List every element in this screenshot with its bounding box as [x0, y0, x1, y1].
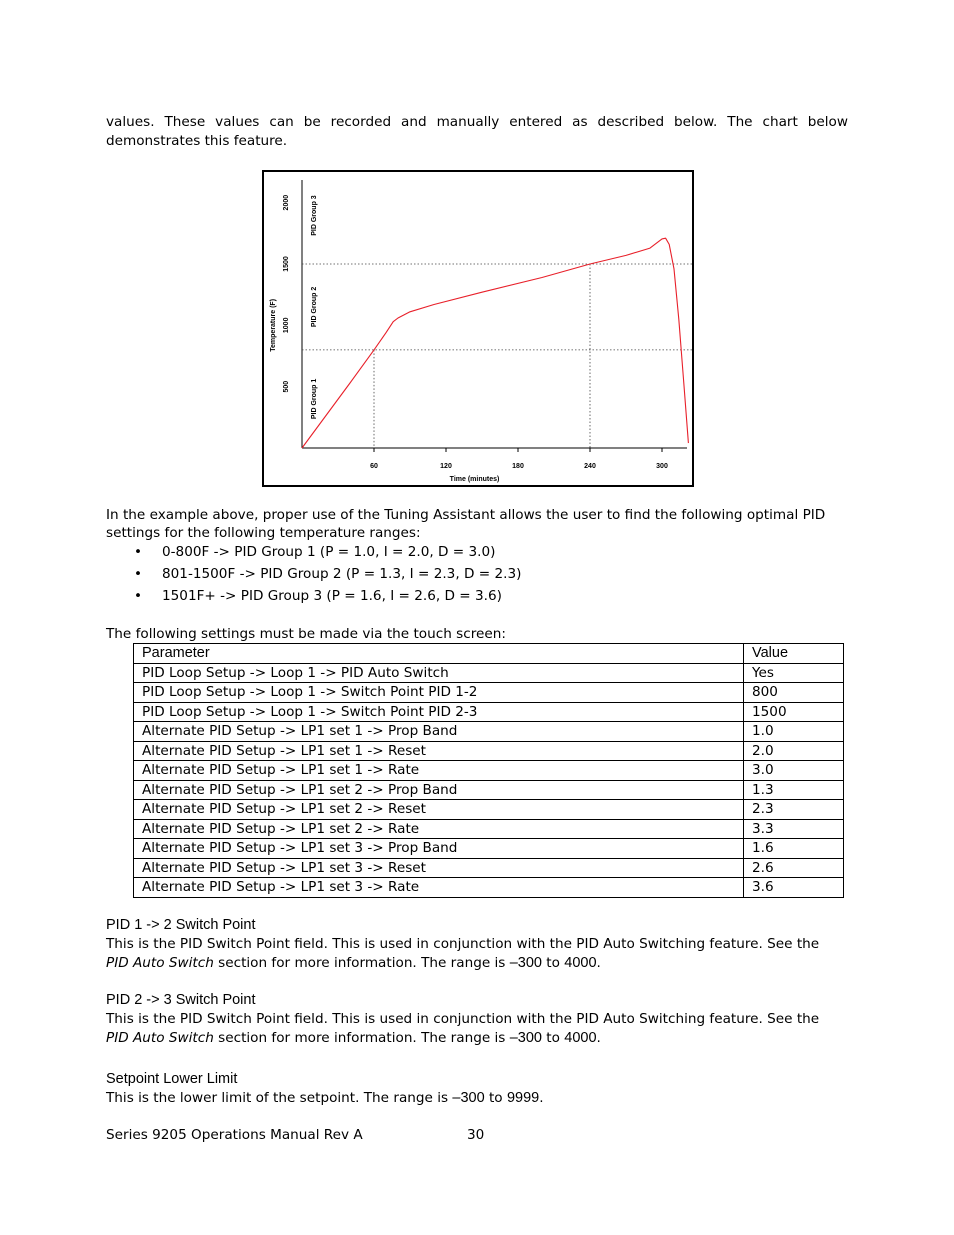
pid-auto-switch-ref: PID Auto Switch	[106, 955, 214, 971]
parameter-cell: Alternate PID Setup -> LP1 set 2 -> Prop Band	[134, 780, 744, 800]
x-tick-label: 300	[656, 463, 668, 470]
x-tick-label: 120	[440, 463, 452, 470]
parameter-cell: Alternate PID Setup -> LP1 set 3 -> Rate	[134, 878, 744, 898]
table-row	[134, 702, 844, 722]
table-row	[134, 663, 844, 683]
parameter-cell: Alternate PID Setup -> LP1 set 3 -> Reset	[134, 858, 744, 878]
table-row	[134, 683, 844, 703]
settings-intro: The following settings must be made via the touch screen:	[106, 626, 506, 642]
table-row	[134, 761, 844, 781]
footer-manual-title: Series 9205 Operations Manual Rev A	[106, 1127, 363, 1143]
pid-group-list	[106, 543, 521, 609]
range-max: 4000	[564, 1030, 597, 1046]
intro-line-1: values. These values can be recorded and manually entered as described below. The chart below	[106, 114, 848, 130]
y-tick-label: 1500	[283, 256, 290, 272]
value-cell: 2.6	[744, 858, 844, 878]
band-label-pid-group-1: PID Group 1	[311, 378, 318, 420]
range-max: 4000	[564, 955, 597, 971]
value-cell: 2.0	[744, 741, 844, 761]
section-heading-pid-2-3: PID 2 -> 3 Switch Point	[106, 992, 256, 1008]
chart-canvas	[264, 172, 692, 485]
range-max: 9999	[506, 1090, 540, 1106]
settings-table	[133, 643, 844, 898]
y-axis-label: Temperature (F)	[270, 298, 277, 352]
value-cell: 3.0	[744, 761, 844, 781]
section-text-pid-1-2-line-1: This is the PID Switch Point field. This is used in conjunction with the PID Auto Switching feature. See the	[106, 936, 820, 952]
footer-page-number: 30	[467, 1127, 485, 1143]
table-row	[134, 878, 844, 898]
range-min: –300	[509, 955, 542, 971]
bullet-item: • 1501F+ -> PID Group 3 (P = 1.6, I = 2.6, D = 3.6)	[106, 587, 521, 609]
example-line-1: In the example above, proper use of the Tuning Assistant allows the user to find the following optimal PID	[106, 507, 826, 523]
text-fragment: to	[484, 1090, 507, 1106]
parameter-cell: Alternate PID Setup -> LP1 set 1 -> Prop Band	[134, 722, 744, 742]
parameter-cell: PID Loop Setup -> Loop 1 -> PID Auto Switch	[134, 663, 744, 683]
section-heading-setpoint-lower-limit: Setpoint Lower Limit	[106, 1071, 238, 1087]
table-row	[134, 800, 844, 820]
bullet-item: • 0-800F -> PID Group 1 (P = 1.0, I = 2.0, D = 3.0)	[106, 543, 521, 565]
value-cell: 1.6	[744, 839, 844, 859]
section-text-pid-2-3-line-2	[106, 1029, 848, 1048]
table-row	[134, 819, 844, 839]
range-min: –300	[452, 1090, 485, 1106]
pid-auto-switch-ref: PID Auto Switch	[106, 1030, 214, 1046]
section-heading-pid-1-2: PID 1 -> 2 Switch Point	[106, 917, 256, 933]
table-row	[134, 722, 844, 742]
y-tick-label: 1000	[283, 317, 290, 334]
section-text-pid-2-3-line-1: This is the PID Switch Point field. This is used in conjunction with the PID Auto Switching feature. See the	[106, 1011, 820, 1027]
parameter-cell: PID Loop Setup -> Loop 1 -> Switch Point PID 1-2	[134, 683, 744, 703]
table-row	[134, 839, 844, 859]
parameter-cell: Alternate PID Setup -> LP1 set 1 -> Reset	[134, 741, 744, 761]
parameter-cell: Alternate PID Setup -> LP1 set 2 -> Reset	[134, 800, 744, 820]
x-tick-label: 180	[512, 463, 524, 470]
value-cell: 1.0	[744, 722, 844, 742]
section-text-setpoint-lower-limit	[106, 1089, 848, 1108]
header-value: Value	[744, 644, 844, 664]
band-label-pid-group-2: PID Group 2	[311, 286, 318, 328]
x-tick-label: 60	[370, 463, 378, 470]
table-row	[134, 741, 844, 761]
temperature-chart	[262, 170, 694, 487]
bullet-item: • 801-1500F -> PID Group 2 (P = 1.3, I = 2.3, D = 2.3)	[106, 565, 521, 587]
parameter-cell: Alternate PID Setup -> LP1 set 3 -> Prop Band	[134, 839, 744, 859]
band-label-pid-group-3: PID Group 3	[311, 195, 318, 236]
series-line-temperature	[302, 238, 688, 448]
value-cell: 1.3	[744, 780, 844, 800]
section-text-pid-1-2-line-2	[106, 954, 848, 973]
text-fragment: section for more information. The range is	[213, 1030, 510, 1046]
value-cell: 3.3	[744, 819, 844, 839]
y-tick-label: 2000	[283, 194, 290, 211]
text-fragment: section for more information. The range is	[213, 955, 510, 971]
parameter-cell: Alternate PID Setup -> LP1 set 2 -> Rate	[134, 819, 744, 839]
text-fragment: to	[541, 955, 565, 971]
value-cell: Yes	[744, 663, 844, 683]
table-row	[134, 780, 844, 800]
value-cell: 1500	[744, 702, 844, 722]
range-min: –300	[509, 1030, 542, 1046]
value-cell: 800	[744, 683, 844, 703]
example-line-2: settings for the following temperature ranges:	[106, 525, 421, 541]
y-tick-label: 500	[283, 380, 290, 393]
text-fragment: .	[539, 1090, 544, 1106]
value-cell: 2.3	[744, 800, 844, 820]
value-cell: 3.6	[744, 878, 844, 898]
table-header-row	[134, 644, 844, 664]
text-fragment: .	[596, 955, 601, 971]
text-fragment: .	[596, 1030, 601, 1046]
table-body	[134, 663, 844, 897]
text-fragment: to	[541, 1030, 565, 1046]
table-row	[134, 858, 844, 878]
text-fragment: This is the lower limit of the setpoint. The range is	[106, 1090, 453, 1106]
intro-line-2: demonstrates this feature.	[106, 133, 288, 149]
parameter-cell: Alternate PID Setup -> LP1 set 1 -> Rate	[134, 761, 744, 781]
x-tick-label: 240	[584, 463, 596, 470]
header-parameter: Parameter	[134, 644, 744, 664]
parameter-cell: PID Loop Setup -> Loop 1 -> Switch Point PID 2-3	[134, 702, 744, 722]
x-axis-label: Time (minutes)	[449, 476, 500, 483]
